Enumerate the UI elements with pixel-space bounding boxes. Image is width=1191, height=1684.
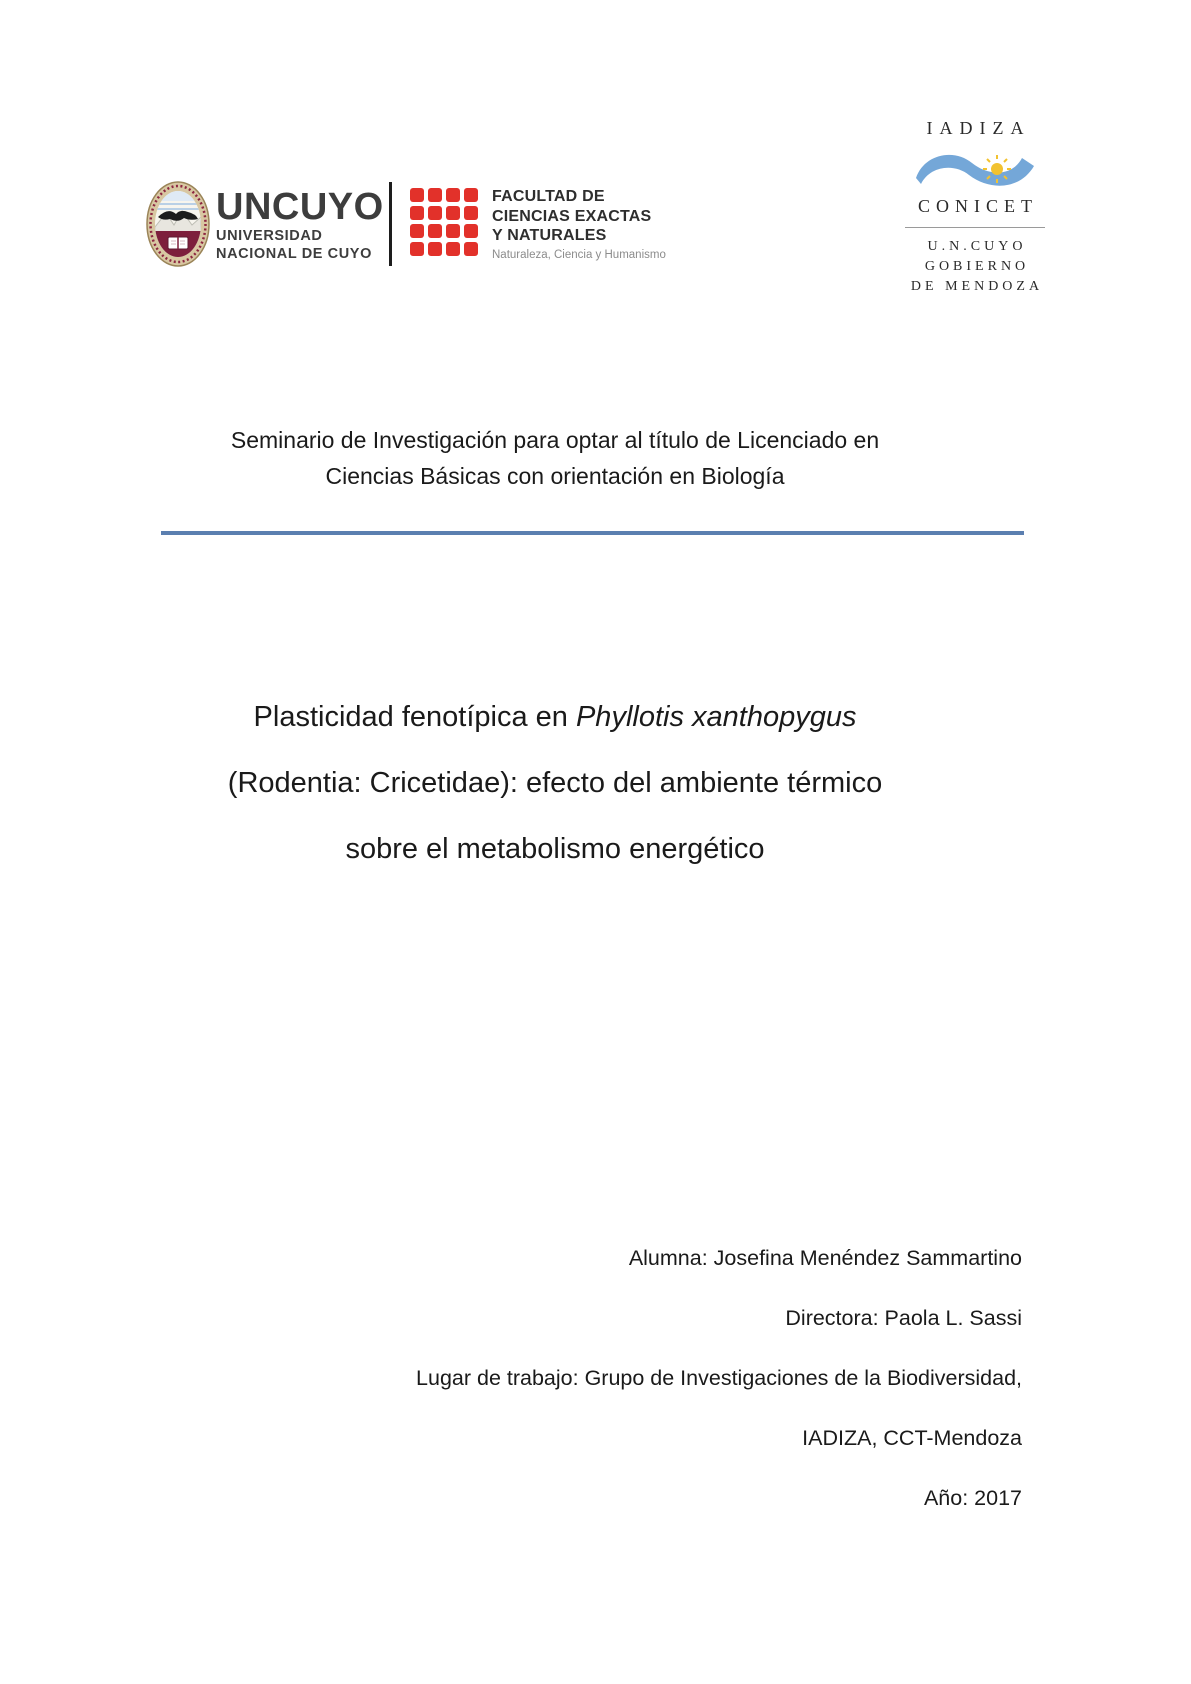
uncuyo-seal-icon (146, 181, 210, 267)
iadiza-line-gobierno: GOBIERNO (924, 259, 1030, 274)
credit-institucion: IADIZA, CCT-Mendoza (802, 1426, 1022, 1450)
uncuyo-acronym: UNCUYO (216, 186, 384, 228)
iadiza-line-uncuyo: U.N.CUYO (927, 239, 1027, 254)
seminar-heading-line-2: Ciencias Básicas con orientación en Biología (325, 463, 785, 489)
iadiza-line-mendoza: DE MENDOZA (910, 279, 1044, 294)
credit-anio: Año: 2017 (923, 1486, 1022, 1510)
seminar-heading (160, 422, 950, 494)
iadiza-conicet-logo (893, 118, 1057, 297)
heading-underline-rule (161, 531, 1024, 535)
faculty-line-1: FACULTAD DE (492, 188, 605, 205)
title-line-2: (Rodentia: Cricetidae): efecto del ambiente térmico (227, 767, 883, 799)
seminar-heading-line-1: Seminario de Investigación para optar al título de Licenciado en (230, 427, 880, 453)
credit-alumna: Alumna: Josefina Menéndez Sammartino (628, 1246, 1022, 1270)
iadiza-ribbon-icon (912, 146, 1038, 192)
uncuyo-wordmark (216, 188, 384, 262)
faculty-line-2: CIENCIAS EXACTAS (492, 207, 652, 225)
uncuyo-subline-1: UNIVERSIDAD (216, 228, 323, 244)
title-line-3: sobre el metabolismo energético (345, 833, 765, 865)
faculty-line-3: Y NATURALES (492, 227, 607, 244)
iadiza-divider (905, 227, 1045, 228)
iadiza-name: IADIZA (926, 118, 1031, 138)
credit-lugar: Lugar de trabajo: Grupo de Investigaciones de la Biodiversidad, (416, 1366, 1022, 1390)
faculty-wordmark (492, 187, 732, 261)
uncuyo-subline-2: NACIONAL DE CUYO (216, 246, 372, 262)
conicet-name: CONICET (918, 196, 1038, 216)
title-line-1 (0, 684, 1110, 750)
title-line-1-regular: Plasticidad fenotípica en (253, 701, 576, 733)
thesis-title (0, 684, 1110, 882)
title-line-1-species: Phyllotis xanthopygus (575, 701, 857, 733)
credit-directora: Directora: Paola L. Sassi (785, 1306, 1022, 1330)
faculty-tagline: Naturaleza, Ciencia y Humanismo (492, 248, 666, 261)
logo-divider (389, 182, 392, 266)
faculty-grid-icon (410, 188, 478, 256)
credits-block (160, 1228, 1022, 1528)
